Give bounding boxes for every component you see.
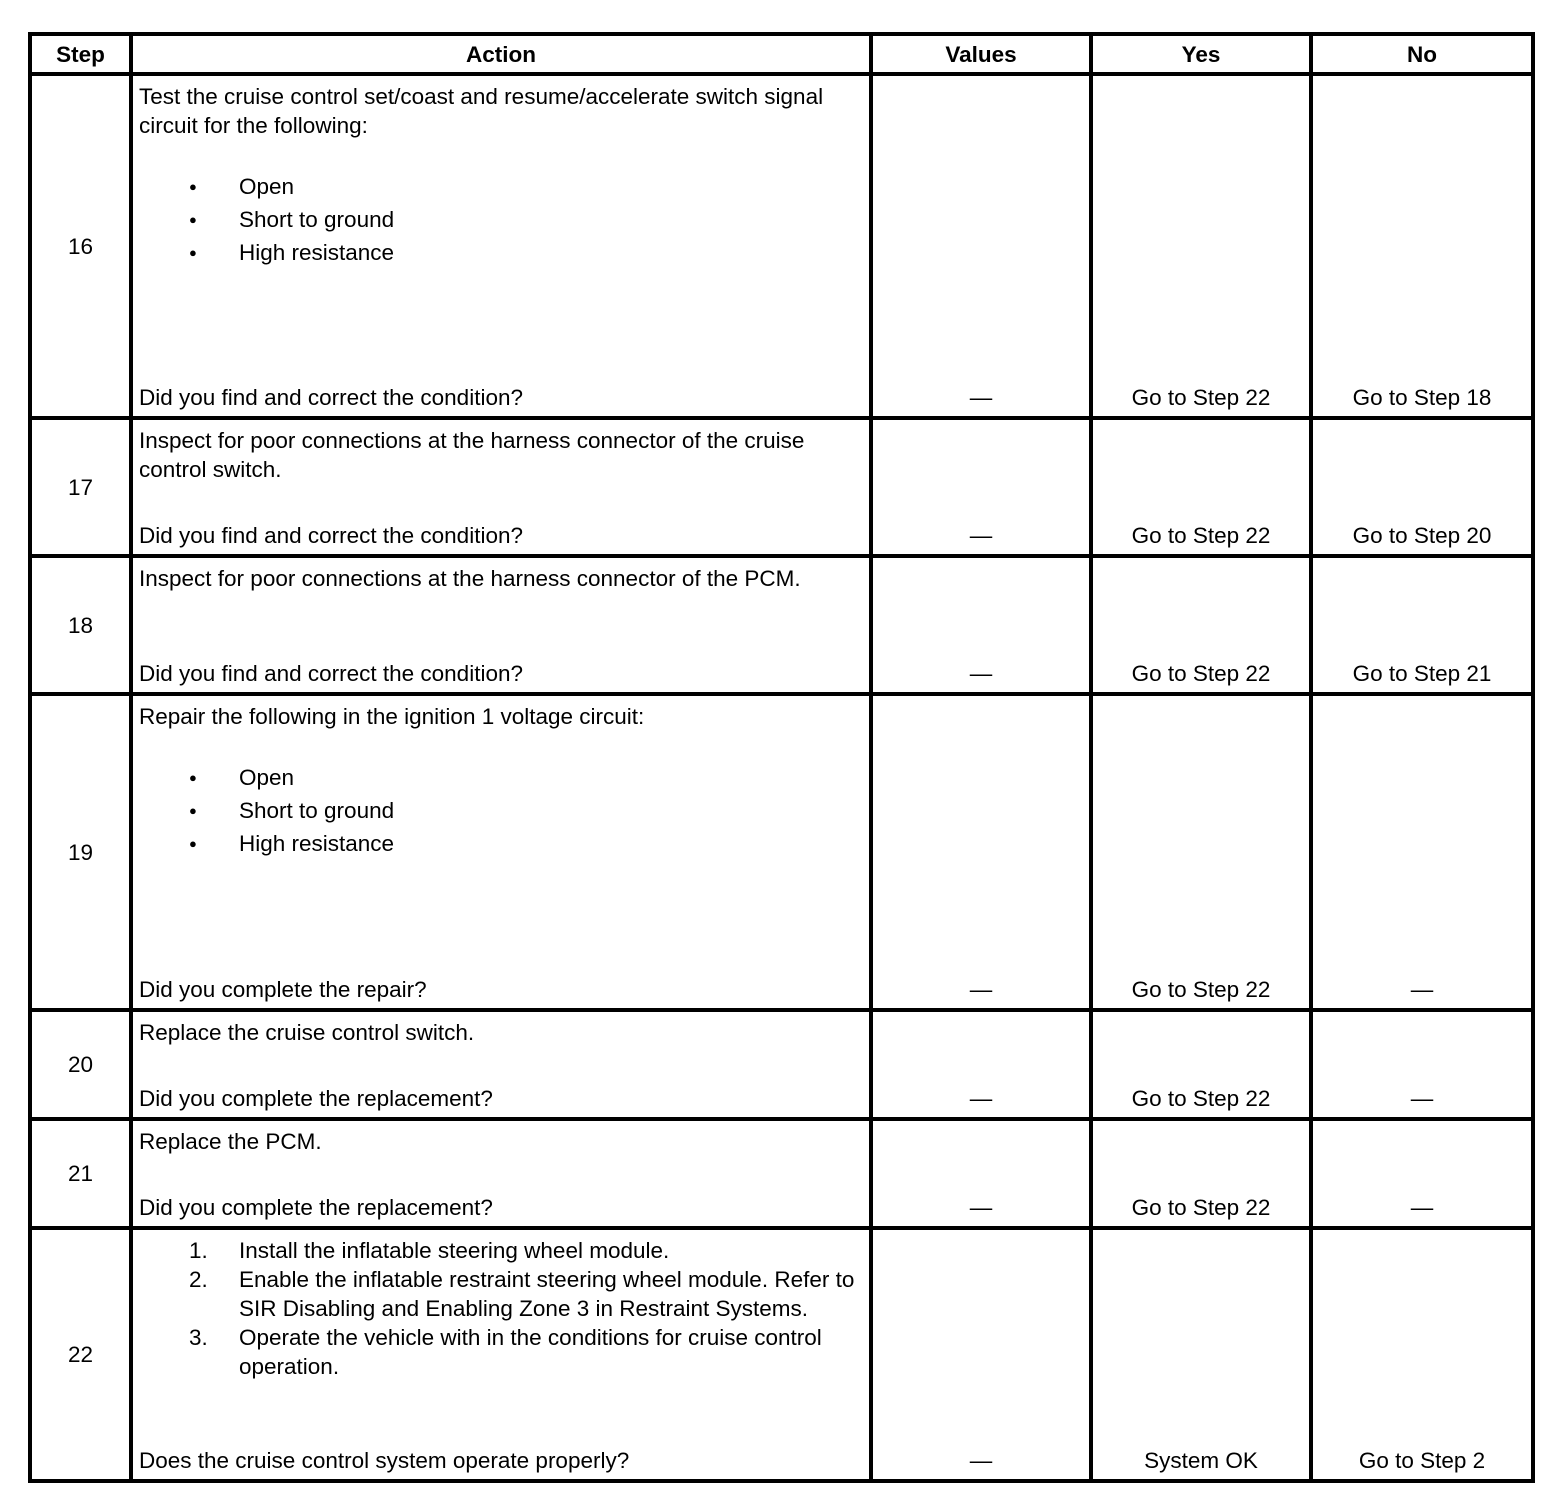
- list-text: Operate the vehicle with in the conditions for cruise control operation.: [239, 1325, 822, 1379]
- table-row: [30, 1119, 1533, 1228]
- table-row: [30, 694, 1533, 1010]
- value-cell: —: [871, 1010, 1091, 1119]
- step-number: 21: [30, 1119, 131, 1228]
- header-row: [30, 34, 1533, 74]
- table-row: [30, 418, 1533, 556]
- no-cell: Go to Step 2: [1311, 1228, 1533, 1481]
- list-item: ● Short to ground: [139, 203, 863, 236]
- list-item: [139, 1323, 863, 1381]
- list-item: [139, 1236, 863, 1265]
- action-cell: [131, 694, 871, 1010]
- action-text: Replace the PCM.: [139, 1129, 322, 1154]
- header-action: Action: [131, 34, 871, 74]
- bullet-list: [139, 761, 863, 860]
- bullet-list: [139, 170, 863, 269]
- no-cell: Go to Step 20: [1311, 418, 1533, 556]
- value-cell: —: [871, 1119, 1091, 1228]
- action-text: Inspect for poor connections at the harness connector of the PCM.: [139, 566, 801, 591]
- action-text: Replace the cruise control switch.: [139, 1020, 475, 1045]
- list-text: Install the inflatable steering wheel module.: [239, 1238, 670, 1263]
- list-item: [139, 1265, 863, 1323]
- no-cell: —: [1311, 1010, 1533, 1119]
- value-cell: —: [871, 74, 1091, 418]
- list-item: ● High resistance: [139, 827, 863, 860]
- step-number: 18: [30, 556, 131, 694]
- step-number: 22: [30, 1228, 131, 1481]
- header-values: Values: [871, 34, 1091, 74]
- value-cell: —: [871, 418, 1091, 556]
- action-cell: [131, 74, 871, 418]
- diagnostic-table: [28, 32, 1535, 1483]
- step-number: 19: [30, 694, 131, 1010]
- header-step: Step: [30, 34, 131, 74]
- header-no: No: [1311, 34, 1533, 74]
- action-question: Did you complete the replacement?: [139, 1086, 493, 1111]
- step-number: 16: [30, 74, 131, 418]
- action-question: Does the cruise control system operate properly?: [139, 1448, 630, 1473]
- yes-cell: Go to Step 22: [1091, 694, 1311, 1010]
- action-cell: [131, 1119, 871, 1228]
- value-cell: —: [871, 694, 1091, 1010]
- header-yes: Yes: [1091, 34, 1311, 74]
- action-text: Repair the following in the ignition 1 voltage circuit:: [139, 704, 645, 729]
- numbered-list: [139, 1236, 863, 1381]
- action-question: Did you find and correct the condition?: [139, 385, 523, 410]
- table-row: [30, 74, 1533, 418]
- no-cell: —: [1311, 694, 1533, 1010]
- list-text: Enable the inflatable restraint steering wheel module. Refer to SIR Disabling and Enabling Zone 3 in Restraint Systems.: [239, 1267, 855, 1321]
- list-item: ● Open: [139, 170, 863, 203]
- action-text: Inspect for poor connections at the harness connector of the cruise control switch.: [139, 428, 805, 482]
- yes-cell: System OK: [1091, 1228, 1311, 1481]
- step-number: 17: [30, 418, 131, 556]
- table-row: [30, 1010, 1533, 1119]
- action-cell: [131, 1228, 871, 1481]
- no-cell: Go to Step 21: [1311, 556, 1533, 694]
- table-row: [30, 1228, 1533, 1481]
- action-question: Did you find and correct the condition?: [139, 523, 523, 548]
- action-question: Did you find and correct the condition?: [139, 661, 523, 686]
- yes-cell: Go to Step 22: [1091, 556, 1311, 694]
- list-item: ● High resistance: [139, 236, 863, 269]
- list-number: 1.: [189, 1238, 208, 1263]
- action-question: Did you complete the repair?: [139, 977, 427, 1002]
- action-question: Did you complete the replacement?: [139, 1195, 493, 1220]
- list-number: 3.: [189, 1325, 208, 1350]
- yes-cell: Go to Step 22: [1091, 1119, 1311, 1228]
- list-item: ● Short to ground: [139, 794, 863, 827]
- action-cell: [131, 556, 871, 694]
- no-cell: Go to Step 18: [1311, 74, 1533, 418]
- table-row: [30, 556, 1533, 694]
- yes-cell: Go to Step 22: [1091, 74, 1311, 418]
- step-number: 20: [30, 1010, 131, 1119]
- yes-cell: Go to Step 22: [1091, 418, 1311, 556]
- value-cell: —: [871, 556, 1091, 694]
- list-item: ● Open: [139, 761, 863, 794]
- no-cell: —: [1311, 1119, 1533, 1228]
- value-cell: —: [871, 1228, 1091, 1481]
- action-text: Test the cruise control set/coast and resume/accelerate switch signal circuit for the following:: [139, 84, 824, 138]
- yes-cell: Go to Step 22: [1091, 1010, 1311, 1119]
- list-number: 2.: [189, 1267, 208, 1292]
- action-cell: [131, 1010, 871, 1119]
- action-cell: [131, 418, 871, 556]
